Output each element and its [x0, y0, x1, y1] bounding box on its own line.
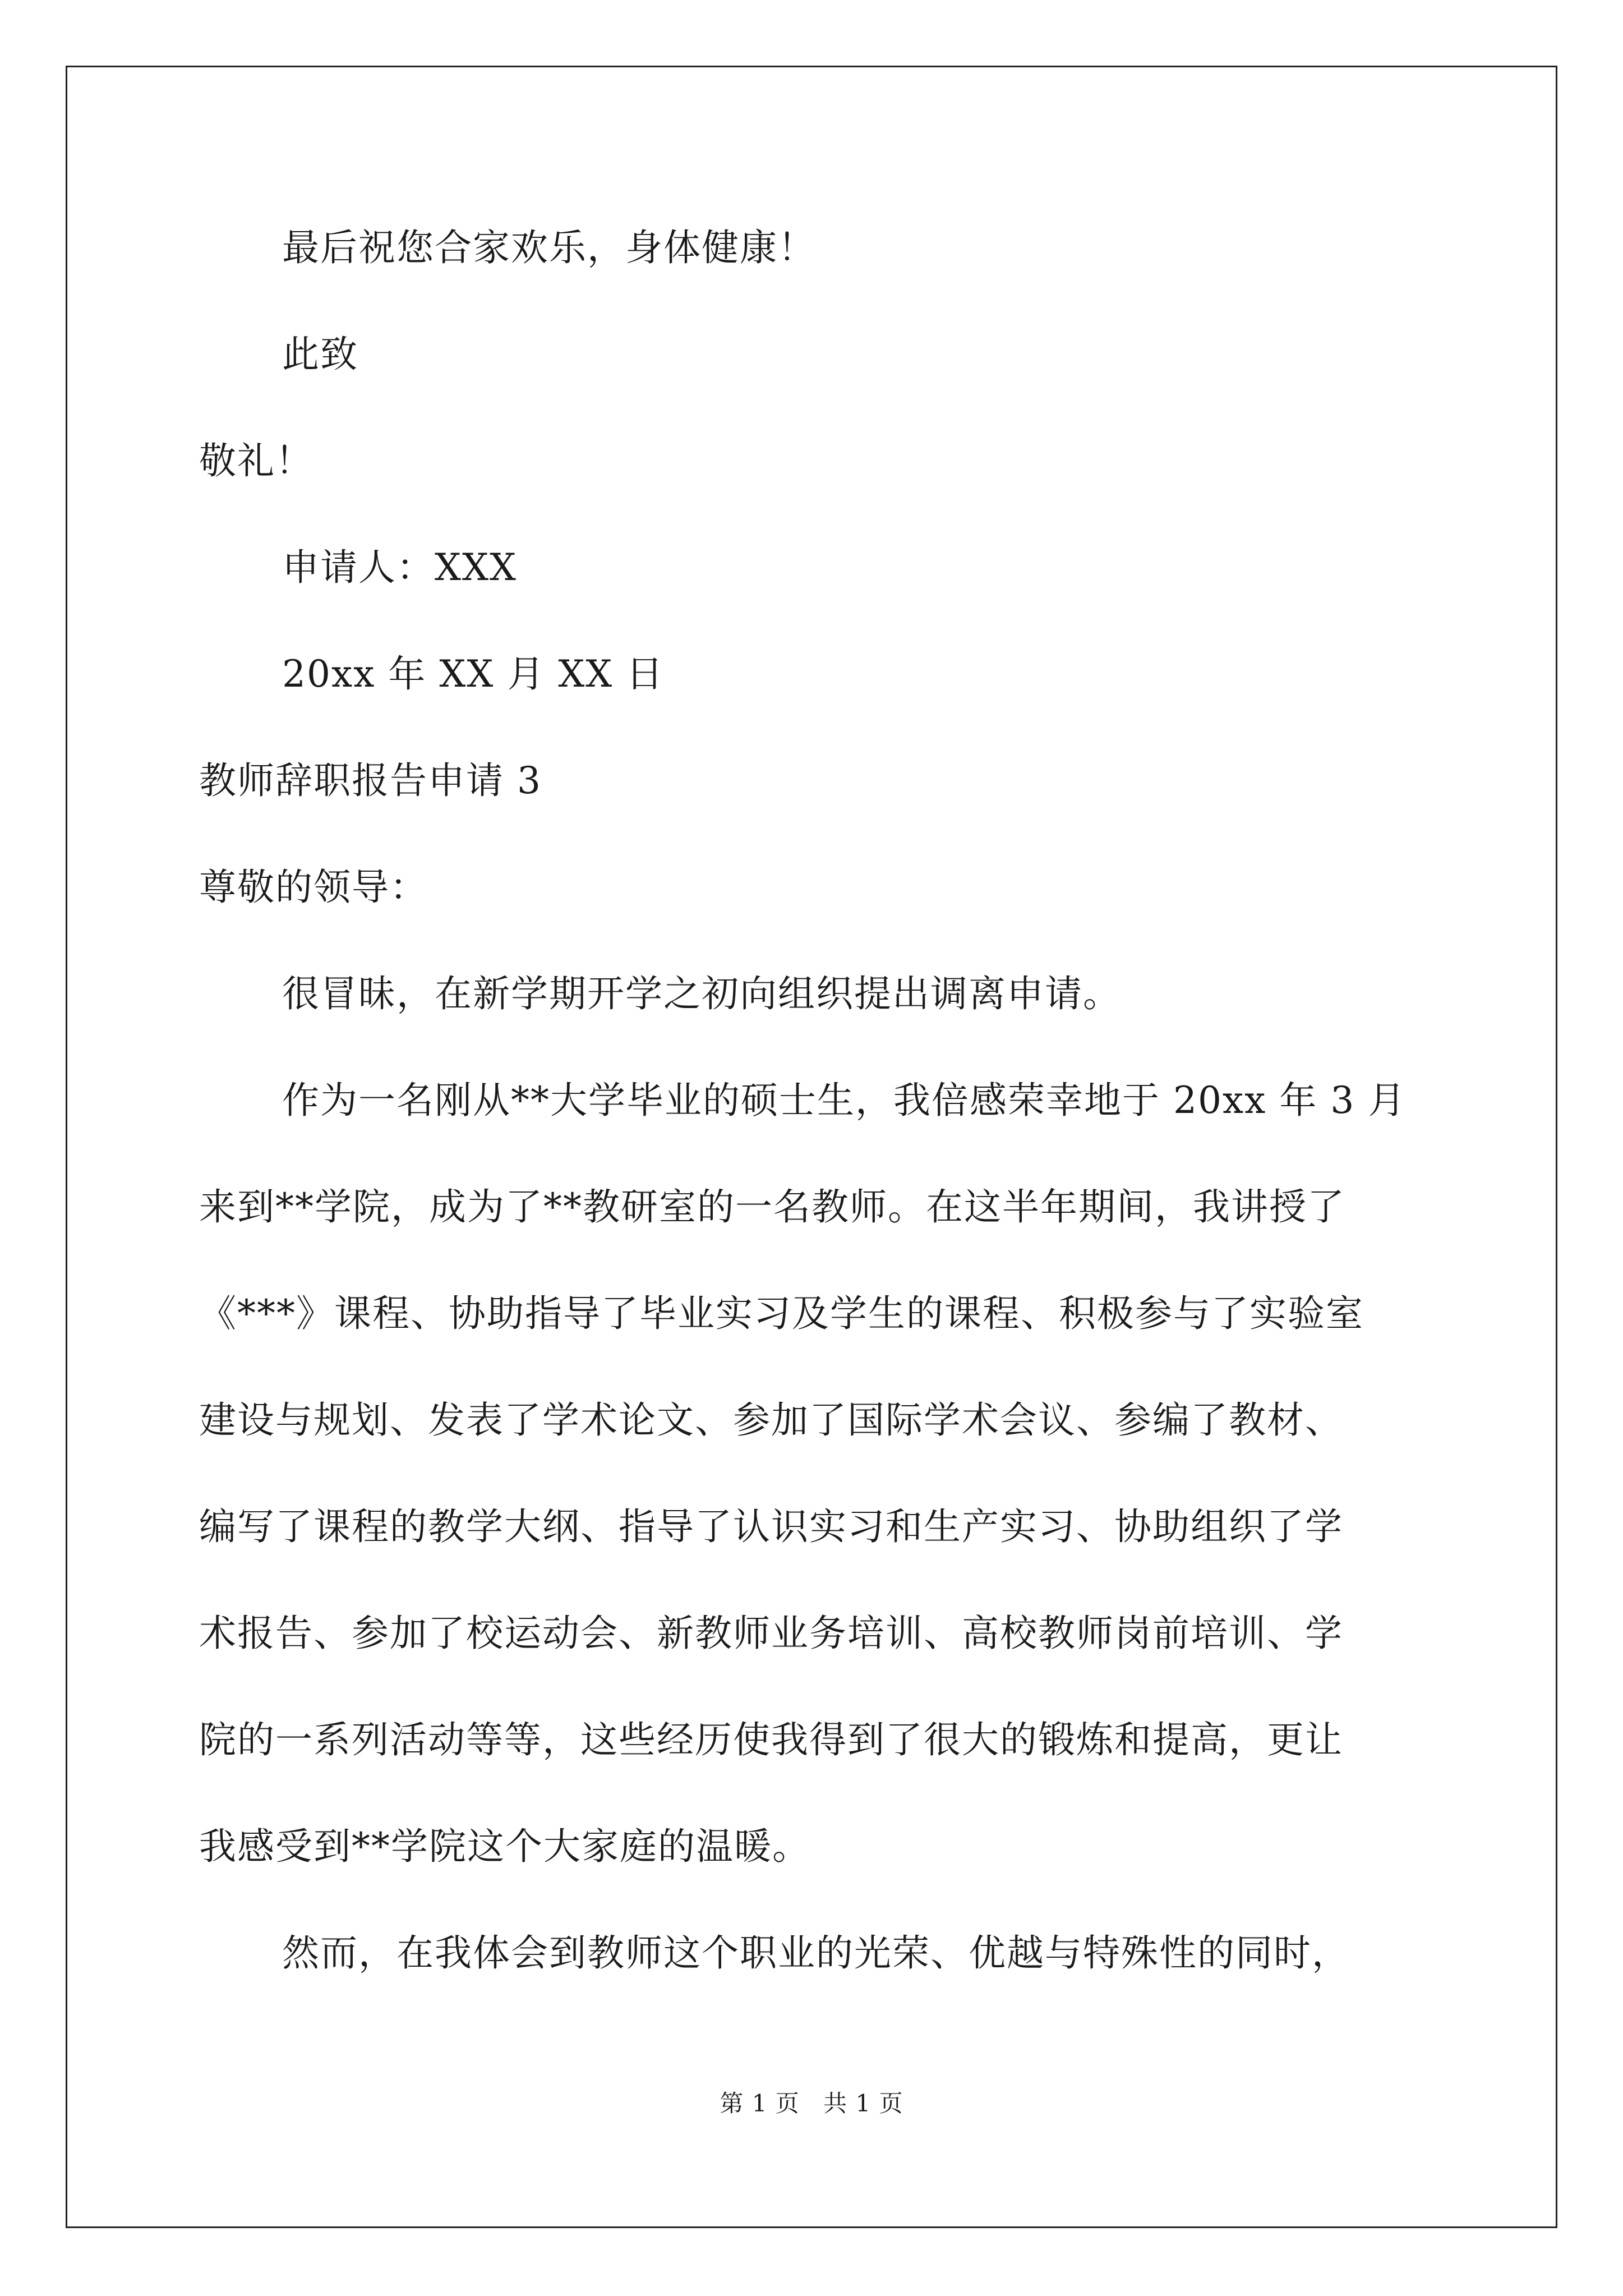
paragraph-line: 来到**学院，成为了**教研室的一名教师。在这半年期间，我讲授了 — [199, 1185, 1345, 1228]
paragraph-line: 术报告、参加了校运动会、新教师业务培训、高校教师岗前培训、学 — [199, 1612, 1343, 1655]
signature-date: 20xx 年 XX 月 XX 日 — [282, 652, 665, 696]
section-title: 教师辞职报告申请 3 — [199, 759, 542, 802]
paragraph-line: 《***》课程、协助指导了毕业实习及学生的课程、积极参与了实验室 — [199, 1292, 1364, 1335]
page-footer — [0, 2089, 1623, 2118]
paragraph-line: 我感受到**学院这个大家庭的温暖。 — [199, 1825, 810, 1868]
salutation-jingli: 敬礼！ — [199, 439, 313, 482]
page-number: 第 1 页 — [720, 2090, 800, 2117]
paragraph-line: 很冒昧，在新学期开学之初向组织提出调离申请。 — [282, 972, 1121, 1015]
page-total: 共 1 页 — [823, 2090, 903, 2117]
applicant-signature: 申请人：XXX — [282, 546, 517, 589]
page-border — [66, 66, 1557, 2228]
paragraph-line: 然而，在我体会到教师这个职业的光荣、优越与特殊性的同时， — [282, 1931, 1350, 1975]
salutation-cizhi: 此致 — [282, 333, 358, 376]
paragraph-line: 作为一名刚从**大学毕业的硕士生，我倍感荣幸地于 20xx 年 3 月 — [282, 1079, 1407, 1122]
paragraph-line: 院的一系列活动等等，这些经历使我得到了很大的锻炼和提高，更让 — [199, 1718, 1343, 1761]
greeting: 尊敬的领导： — [199, 866, 428, 909]
paragraph-line: 建设与规划、发表了学术论文、参加了国际学术会议、参编了教材、 — [199, 1398, 1343, 1442]
closing-wish: 最后祝您合家欢乐，身体健康！ — [282, 226, 816, 269]
paragraph-line: 编写了课程的教学大纲、指导了认识实习和生产实习、协助组织了学 — [199, 1505, 1343, 1548]
